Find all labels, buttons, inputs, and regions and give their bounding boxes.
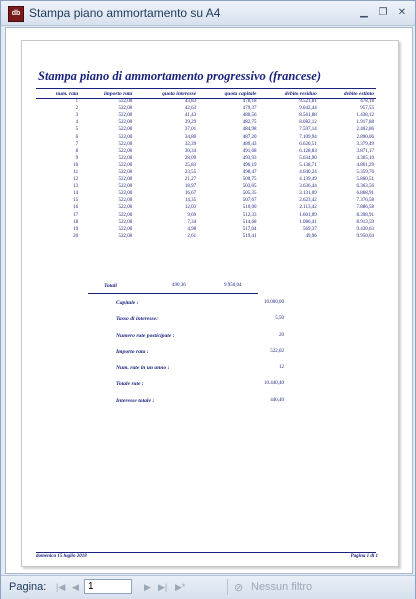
table-cell: 39,29 xyxy=(184,120,197,126)
totals-label: Totali xyxy=(104,283,117,289)
report-page xyxy=(21,40,399,567)
summary-row xyxy=(116,365,284,381)
table-cell: 43,83 xyxy=(184,99,197,105)
table-row xyxy=(36,183,376,190)
table-cell: 4.640,24 xyxy=(299,169,317,175)
table-cell: 957,55 xyxy=(360,106,374,112)
table-cell: 3 xyxy=(75,113,79,119)
table-cell: 510,00 xyxy=(242,205,257,211)
table-cell: 522,00 xyxy=(118,134,133,140)
table-cell: 49,96 xyxy=(305,233,317,239)
table-cell: 7.376,58 xyxy=(356,198,374,204)
table-row xyxy=(36,105,376,112)
table-cell: 522,00 xyxy=(118,99,133,105)
summary-value: 5,50 xyxy=(275,316,284,322)
table-cell: 13 xyxy=(73,184,79,190)
navbar-separator xyxy=(227,579,228,595)
table-cell: 37,01 xyxy=(184,127,197,133)
table-cell: 2.890,06 xyxy=(356,134,374,140)
table-cell: 9 xyxy=(75,155,79,161)
table-cell: 1.086,41 xyxy=(299,219,317,225)
summary-label: Importo rata : xyxy=(116,348,149,355)
table-cell: 1.917,88 xyxy=(356,120,374,126)
summary-row xyxy=(116,398,284,414)
table-cell: 500,75 xyxy=(242,177,257,183)
table-cell: 4.139,49 xyxy=(299,177,317,183)
new-record-button[interactable]: ▶* xyxy=(175,582,186,592)
table-row xyxy=(36,226,376,233)
table-cell: 18 xyxy=(73,219,79,225)
table-row xyxy=(36,141,376,148)
table-cell: 30,34 xyxy=(184,148,197,154)
summary-label: Numero rate posticipate : xyxy=(116,332,175,339)
page-label: Pagina: xyxy=(9,581,47,593)
table-cell: 4.365,10 xyxy=(356,155,374,161)
table-cell: 6 xyxy=(75,134,79,140)
no-filter-button[interactable]: Nessun filtro xyxy=(251,581,313,593)
table-cell: 3.636,44 xyxy=(299,184,317,190)
table-cell: 491,68 xyxy=(242,148,257,154)
amortization-rows xyxy=(36,98,376,240)
last-page-button[interactable]: ▶| xyxy=(158,582,168,592)
column-header: num. rata xyxy=(55,90,79,97)
filter-icon[interactable]: ⊘ xyxy=(234,582,244,594)
table-cell: 522,00 xyxy=(118,177,133,183)
column-header: debito estinto xyxy=(343,90,374,97)
table-row xyxy=(36,148,376,155)
table-cell: 23,55 xyxy=(184,169,197,175)
column-header: quota capitale xyxy=(224,90,257,97)
table-cell: 9.430,63 xyxy=(356,226,374,232)
table-cell: 3.379,49 xyxy=(356,141,374,147)
table-cell: 28,09 xyxy=(184,155,197,161)
summary-label: Totale rate : xyxy=(116,381,144,388)
summary-row xyxy=(116,381,284,397)
table-cell: 522,00 xyxy=(118,198,133,204)
footer-divider xyxy=(36,552,376,553)
table-cell: 15 xyxy=(73,198,79,204)
minimize-icon: ▁ xyxy=(360,7,368,18)
table-cell: 2.623,42 xyxy=(299,198,317,204)
table-cell: 8.082,12 xyxy=(299,120,317,126)
table-row xyxy=(36,126,376,133)
table-cell: 6.868,91 xyxy=(356,191,374,197)
table-row xyxy=(36,176,376,183)
table-cell: 514,68 xyxy=(242,219,257,225)
search-area[interactable] xyxy=(331,579,409,595)
table-cell: 8.913,59 xyxy=(356,219,374,225)
report-title: Stampa piano di ammortamento progressivo (francese) xyxy=(38,69,321,83)
table-cell: 505,35 xyxy=(242,191,257,197)
table-row xyxy=(36,112,376,119)
table-cell: 522,00 xyxy=(118,120,133,126)
table-row xyxy=(36,162,376,169)
table-cell: 503,05 xyxy=(242,184,257,190)
close-icon: ✕ xyxy=(397,7,407,18)
table-cell: 42,63 xyxy=(184,106,197,112)
table-cell: 14,35 xyxy=(184,198,197,204)
table-cell: 517,04 xyxy=(242,226,257,232)
record-navigation-bar xyxy=(1,575,415,599)
table-cell: 9.521,81 xyxy=(299,99,317,105)
table-cell: 522,00 xyxy=(118,141,133,147)
table-cell: 522,00 xyxy=(118,148,133,154)
table-cell: 17 xyxy=(73,212,79,218)
table-cell: 522,00 xyxy=(118,212,133,218)
minimize-button[interactable] xyxy=(357,6,371,19)
summary-value: 12 xyxy=(279,365,284,371)
summary-label: Tasso di interesse: xyxy=(116,316,159,323)
table-cell: 1.438,12 xyxy=(356,113,374,119)
summary-label: Interesse totale : xyxy=(116,397,155,404)
summary-row xyxy=(116,316,284,332)
report-canvas[interactable] xyxy=(5,27,413,574)
table-cell: 9,69 xyxy=(187,212,197,218)
summary-row xyxy=(116,349,284,365)
table-cell: 522,00 xyxy=(118,184,133,190)
table-cell: 522,00 xyxy=(118,191,133,197)
table-cell: 522,00 xyxy=(118,155,133,161)
table-row xyxy=(36,219,376,226)
table-cell: 522,00 xyxy=(118,205,133,211)
table-cell: 19 xyxy=(73,226,79,232)
table-cell: 5.359,76 xyxy=(356,169,374,175)
table-row xyxy=(36,155,376,162)
summary-value: 440,40 xyxy=(270,397,284,403)
table-cell: 478,18 xyxy=(242,99,257,105)
restore-icon: ❐ xyxy=(378,7,388,18)
next-page-button[interactable]: ▶ xyxy=(144,582,151,592)
table-cell: 6.128,83 xyxy=(299,148,317,154)
column-header: importo rata xyxy=(104,90,133,97)
summary-value: 20 xyxy=(279,332,284,338)
column-header: quota interesse xyxy=(162,90,197,97)
table-cell: 8 xyxy=(75,148,79,154)
table-cell: 11 xyxy=(73,169,79,175)
table-cell: 569,37 xyxy=(302,226,317,232)
close-button[interactable] xyxy=(395,6,409,19)
table-cell: 2.113,42 xyxy=(299,205,317,211)
restore-button[interactable] xyxy=(376,6,390,19)
table-cell: 25,83 xyxy=(184,162,197,168)
table-cell: 522,00 xyxy=(118,127,133,133)
table-cell: 8.561,88 xyxy=(299,113,317,119)
table-cell: 32,39 xyxy=(184,141,197,147)
table-cell: 14 xyxy=(73,191,79,197)
table-cell: 522,00 xyxy=(118,169,133,175)
table-row xyxy=(36,204,376,211)
table-row xyxy=(36,98,376,105)
table-cell: 2 xyxy=(75,106,79,112)
column-header: debito residuo xyxy=(284,90,317,97)
table-cell: 522,00 xyxy=(118,113,133,119)
previous-page-button[interactable]: ◀ xyxy=(72,582,79,592)
loan-summary xyxy=(116,300,284,414)
table-cell: 522,00 xyxy=(118,233,133,239)
table-row xyxy=(36,233,376,240)
title-bar[interactable] xyxy=(1,1,415,26)
table-row xyxy=(36,133,376,140)
table-cell: 522,00 xyxy=(118,162,133,168)
table-cell: 6.363,56 xyxy=(356,184,374,190)
table-cell: 9.950,04 xyxy=(356,233,374,239)
table-cell: 8.398,91 xyxy=(356,212,374,218)
table-row xyxy=(36,119,376,126)
footer-date: domenica 15 luglio 2018 xyxy=(36,554,87,559)
table-cell: 1 xyxy=(75,99,79,105)
table-cell: 479,37 xyxy=(242,106,257,112)
table-cell: 9.042,44 xyxy=(299,106,317,112)
totals-divider xyxy=(88,293,258,294)
table-cell: 4.861,29 xyxy=(356,162,374,168)
summary-label: Num. rate in un anno : xyxy=(116,365,170,372)
table-cell: 12 xyxy=(73,177,79,183)
table-row xyxy=(36,190,376,197)
total-principal: 9.950,04 xyxy=(224,283,242,288)
table-cell: 41,43 xyxy=(184,113,197,119)
window-title: Stampa piano ammortamento su A4 xyxy=(29,6,221,20)
table-cell: 10 xyxy=(73,162,79,168)
table-cell: 522,00 xyxy=(118,219,133,225)
table-cell: 482,75 xyxy=(242,120,257,126)
table-cell: 2.402,86 xyxy=(356,127,374,133)
table-cell: 489,43 xyxy=(242,141,257,147)
table-cell: 480,56 xyxy=(242,113,257,119)
table-row xyxy=(36,169,376,176)
table-cell: 5.138,71 xyxy=(299,162,317,168)
table-cell: 3.131,09 xyxy=(299,191,317,197)
table-cell: 7 xyxy=(75,141,79,147)
table-cell: 12,03 xyxy=(184,205,197,211)
table-cell: 507,67 xyxy=(242,198,257,204)
table-cell: 5 xyxy=(75,127,79,133)
table-cell: 498,47 xyxy=(242,169,257,175)
table-cell: 522,00 xyxy=(118,106,133,112)
table-cell: 21,27 xyxy=(184,177,197,183)
table-cell: 7.597,14 xyxy=(299,127,317,133)
summary-value: 10.440,40 xyxy=(264,381,284,387)
table-cell: 7,34 xyxy=(187,219,197,225)
summary-label: Capitale : xyxy=(116,300,139,306)
table-cell: 16 xyxy=(73,205,79,211)
table-cell: 20 xyxy=(73,233,79,239)
footer-page-number: Pagina 1 di 1 xyxy=(350,554,378,559)
table-cell: 484,98 xyxy=(242,127,257,133)
table-cell: 478,18 xyxy=(360,99,374,105)
table-cell: 5.860,51 xyxy=(356,177,374,183)
summary-value: 10.000,00 xyxy=(264,300,284,305)
page-number-input[interactable] xyxy=(84,579,132,594)
table-cell: 522,00 xyxy=(118,226,133,232)
table-header-row xyxy=(36,89,376,98)
table-cell: 493,93 xyxy=(242,155,257,161)
first-page-button[interactable]: |◀ xyxy=(56,582,66,592)
summary-row xyxy=(116,300,284,316)
table-cell: 34,80 xyxy=(184,134,197,140)
table-cell: 512,33 xyxy=(242,212,257,218)
table-cell: 18,97 xyxy=(184,184,197,190)
table-cell: 2,61 xyxy=(187,233,197,239)
table-cell: 487,20 xyxy=(242,134,257,140)
table-cell: 6.620,51 xyxy=(299,141,317,147)
summary-row xyxy=(116,333,284,349)
table-cell: 4 xyxy=(75,120,79,126)
table-row xyxy=(36,197,376,204)
table-cell: 7.109,94 xyxy=(299,134,317,140)
table-cell: 1.601,09 xyxy=(299,212,317,218)
table-cell: 496,19 xyxy=(242,162,257,168)
table-cell: 519,41 xyxy=(242,233,257,239)
table-cell: 5.634,90 xyxy=(299,155,317,161)
access-icon[interactable]: db xyxy=(8,6,24,22)
table-cell: 16,67 xyxy=(184,191,197,197)
amortization-table xyxy=(36,89,376,240)
table-cell: 4,98 xyxy=(187,226,197,232)
table-cell: 7.886,58 xyxy=(356,205,374,211)
table-row xyxy=(36,212,376,219)
table-cell: 3.871,17 xyxy=(356,148,374,154)
total-interest: 490,36 xyxy=(172,283,186,288)
summary-value: 522,02 xyxy=(270,348,284,354)
